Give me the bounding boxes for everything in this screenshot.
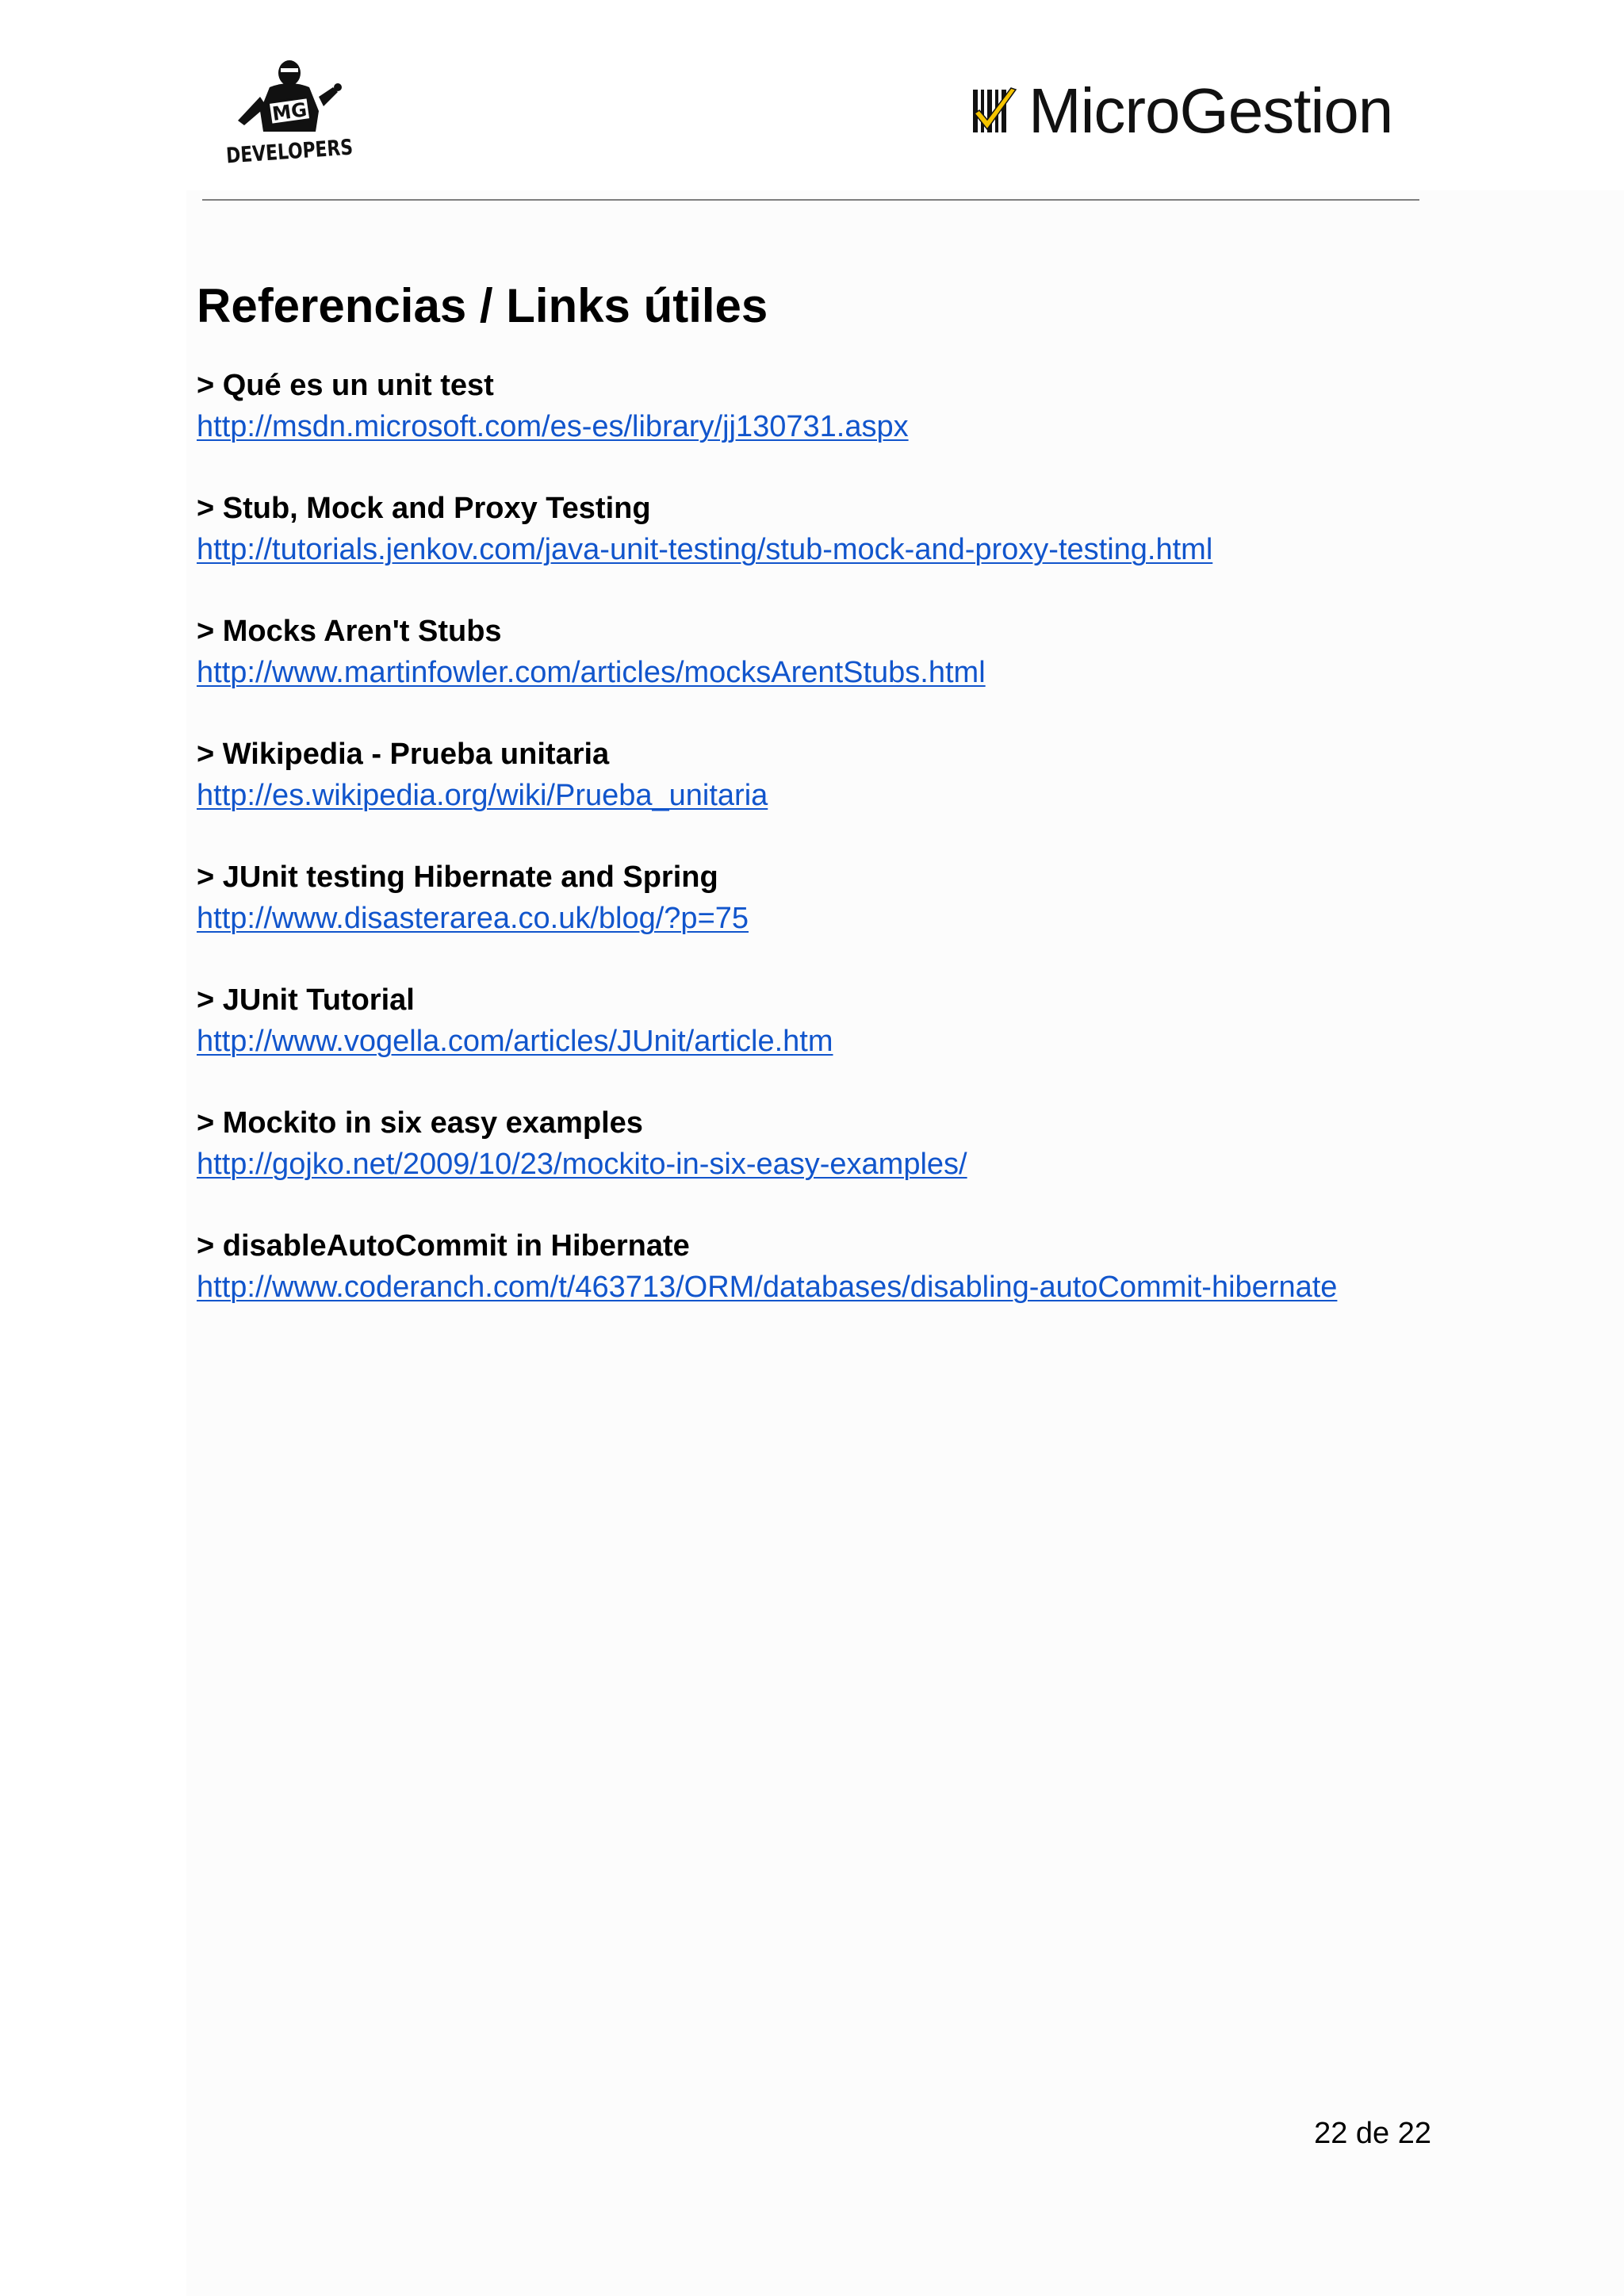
reference-item bbox=[197, 365, 1465, 447]
reference-link[interactable]: http://tutorials.jenkov.com/java-unit-testing/stub-mock-and-proxy-testing.html bbox=[197, 533, 1213, 566]
reference-heading: > Mockito in six easy examples bbox=[197, 1106, 643, 1140]
reference-link[interactable]: http://gojko.net/2009/10/23/mockito-in-six-easy-examples/ bbox=[197, 1148, 967, 1181]
reference-heading: > Stub, Mock and Proxy Testing bbox=[197, 492, 651, 525]
reference-item bbox=[197, 1225, 1465, 1308]
developers-wordmark: DEVELOPERS bbox=[225, 132, 384, 169]
barcode-check-logo-icon bbox=[971, 86, 1019, 136]
reference-heading: > Wikipedia - Prueba unitaria bbox=[197, 738, 610, 771]
microgestion-brand: MicroGestion bbox=[1028, 75, 1393, 146]
page-title: Referencias / Links útiles bbox=[197, 279, 768, 332]
reference-link[interactable]: http://es.wikipedia.org/wiki/Prueba_unitaria bbox=[197, 779, 768, 812]
page-number: 22 de 22 bbox=[1314, 2117, 1431, 2150]
mg-monogram: MG bbox=[270, 98, 308, 125]
header-divider bbox=[202, 199, 1419, 201]
reference-link[interactable]: http://www.coderanch.com/t/463713/ORM/databases/disabling-autoCommit-hibernate bbox=[197, 1271, 1338, 1304]
reference-item bbox=[197, 488, 1465, 570]
reference-item bbox=[197, 1102, 1465, 1185]
mg-developers-logo bbox=[222, 56, 384, 169]
reference-heading: > JUnit Tutorial bbox=[197, 983, 415, 1017]
reference-item bbox=[197, 734, 1465, 816]
reference-heading: > Mocks Aren't Stubs bbox=[197, 615, 502, 648]
reference-heading: > JUnit testing Hibernate and Spring bbox=[197, 861, 718, 894]
reference-heading: > disableAutoCommit in Hibernate bbox=[197, 1229, 690, 1263]
page-header bbox=[0, 0, 1624, 206]
reference-heading: > Qué es un unit test bbox=[197, 369, 494, 402]
document-body bbox=[197, 273, 1465, 1348]
reference-link[interactable]: http://msdn.microsoft.com/es-es/library/jj130731.aspx bbox=[197, 410, 909, 443]
reference-link[interactable]: http://www.disasterarea.co.uk/blog/?p=75 bbox=[197, 902, 749, 935]
reference-item bbox=[197, 611, 1465, 693]
reference-item bbox=[197, 979, 1465, 1062]
reference-link[interactable]: http://www.martinfowler.com/articles/mocksArentStubs.html bbox=[197, 656, 986, 689]
ninja-developer-logo-icon bbox=[222, 56, 384, 169]
reference-item bbox=[197, 857, 1465, 939]
microgestion-logo bbox=[971, 75, 1393, 146]
reference-link[interactable]: http://www.vogella.com/articles/JUnit/article.htm bbox=[197, 1025, 833, 1058]
